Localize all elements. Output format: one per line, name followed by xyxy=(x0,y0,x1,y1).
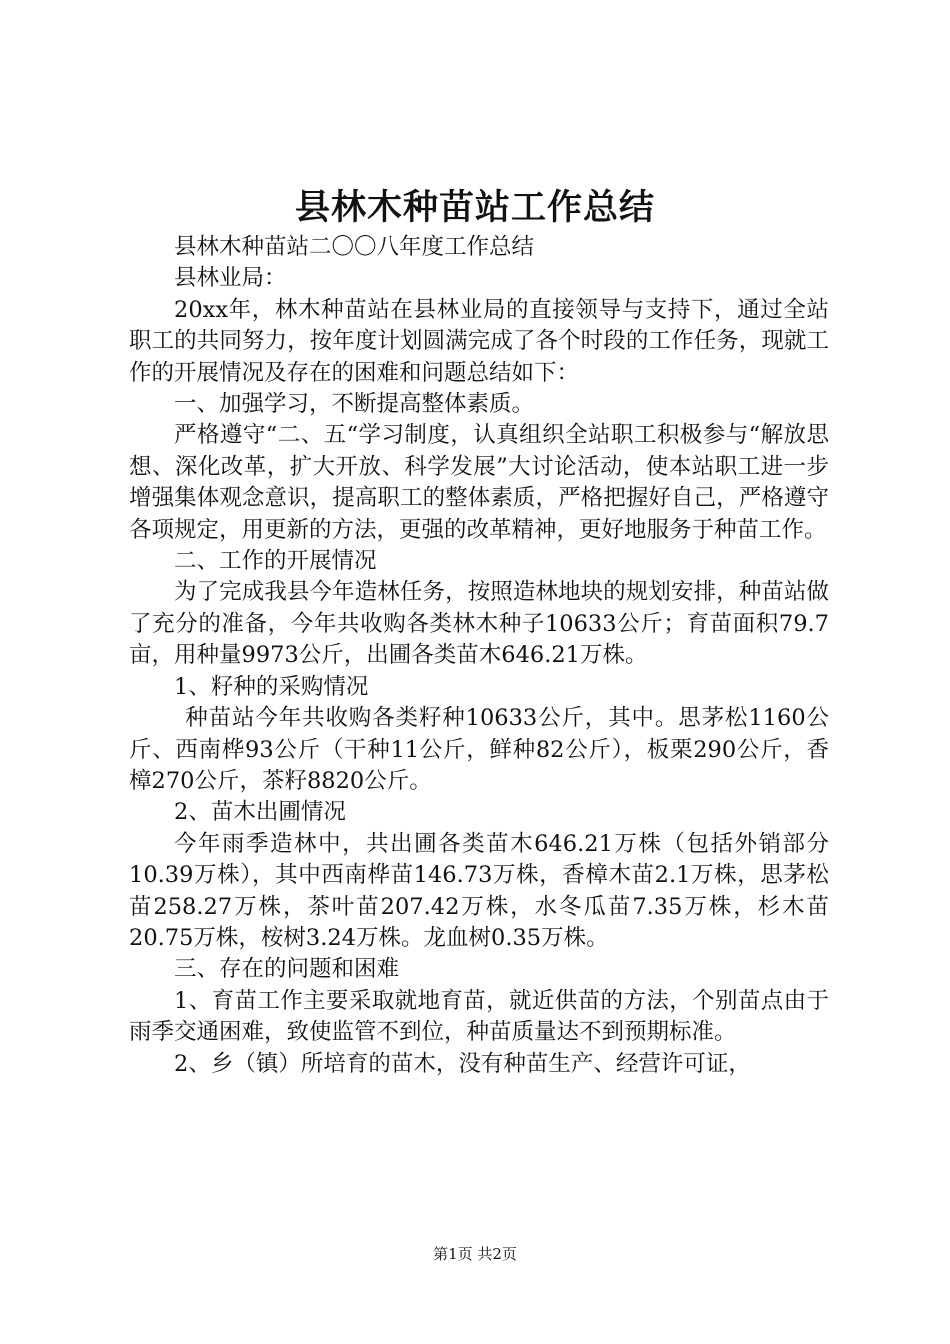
paragraph-problem-1: 1、育苗工作主要采取就地育苗，就近供苗的方法，个别苗点由于雨季交通困难，致使监管不到位，种苗质量达不到预期标准。 xyxy=(129,987,829,1046)
page-footer: 第1页 共2页 xyxy=(433,1245,517,1263)
section-heading-3: 三、存在的问题和困难 xyxy=(174,956,400,983)
document-title: 县林木种苗站工作总结 xyxy=(294,187,655,228)
section-heading-2: 二、工作的开展情况 xyxy=(174,548,377,575)
paragraph-work-overview: 为了完成我县今年造林任务，按照造林地块的规划安排，种苗站做了充分的准备，今年共收购各类林木种子10633公斤；育苗面积79.7亩，用种量9973公斤，出圃各类苗木646.21万株。 xyxy=(129,579,829,669)
section-heading-1: 一、加强学习，不断提高整体素质。 xyxy=(174,391,535,418)
paragraph-seed-purchase: 种苗站今年共收购各类籽种10633公斤，其中。思茅松1160公斤、西南桦93公斤（干种11公斤，鲜种82公斤），板栗290公斤，香樟270公斤，茶籽8820公斤。 xyxy=(129,705,829,794)
paragraph-problem-2: 2、乡（镇）所培育的苗木，没有种苗生产、经营许可证， xyxy=(174,1050,751,1077)
subsection-heading-seed-purchase: 1、籽种的采购情况 xyxy=(174,673,369,700)
paragraph-recipient: 县林业局： xyxy=(174,265,287,292)
subsection-heading-seedling-output: 2、苗木出圃情况 xyxy=(174,799,346,826)
paragraph-subtitle: 县林木种苗站二〇〇八年度工作总结 xyxy=(174,234,535,260)
paragraph-study: 严格遵守“二、五“学习制度，认真组织全站职工积极参与“解放思想、深化改革，扩大开放、科学发展”大讨论活动，使本站职工进一步增强集体观念意识，提高职工的整体素质，严格把握好自己，严格遵守各项规定，用更新的方法，更强的改革精神，更好地服务于种苗工作。 xyxy=(129,422,829,543)
paragraph-intro: 20xx年，林木种苗站在县林业局的直接领导与支持下，通过全站职工的共同努力，按年度计划圆满完成了各个时段的工作任务，现就工作的开展情况及存在的困难和问题总结如下： xyxy=(129,296,829,386)
paragraph-seedling-output: 今年雨季造林中，共出圃各类苗木646.21万株（包括外销部分10.39万株），其中西南桦苗146.73万株，香樟木苗2.1万株，思茅松苗258.27万株，茶叶苗207.42万株，水冬瓜苗7.35万株，杉木苗20.75万株，桉树3.24万株。龙血树0.35万株。 xyxy=(129,830,829,951)
document-body xyxy=(129,232,829,1080)
